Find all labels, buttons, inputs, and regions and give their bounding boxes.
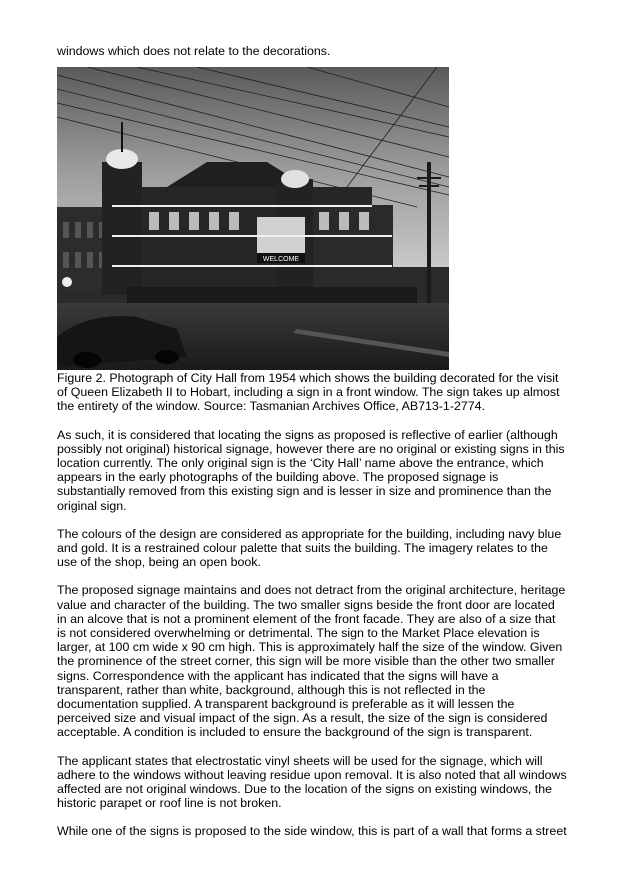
paragraph-5: While one of the signs is proposed to the side window, this is part of a wall that forms a street [57,824,567,839]
photo-city-hall-1954-icon [57,67,449,370]
paragraph-3: The proposed signage maintains and does not detract from the original architecture, heritage value and character of the building. The two smaller signs beside the front door are located in an alcove that is not a prominent element of the front facade. They are also of a size that is not considered overwhelming or detrimental. The sign to the Market Place elevation is larger, at 100 cm wide x 90 cm high. This is approximately half the size of the window. Given the prominence of the street corner, this sign will be more visible than the other two smaller signs. Correspondence with the applicant has indicated that the signs will have a transparent, rather than white, background, although this is not reflected in the documentation supplied. A transparent background is preferable as it will lessen the perceived size and visual impact of the sign. As a result, the size of the sign is considered acceptable. A condition is included to ensure the background of the sign is transparent. [57,583,566,740]
intro-fragment: windows which does not relate to the decorations. [57,44,331,58]
paragraph-1: As such, it is considered that locating the signs as proposed is reflective of earlier (although possibly not original) historical signage, however there are no original or existing signs in this location currently. The only original sign is the ‘City Hall’ name above the entrance, which appears in the early photographs of the building above. The proposed signage is substantially removed from this existing sign and is lesser in size and prominence than the original sign. [57,427,565,513]
figure-caption: Figure 2. Photograph of City Hall from 1954 which shows the building decorated for the visit of Queen Elizabeth II to Hobart, including a sign in a front window. The sign takes up almost the entirety of the window. Source: Tasmanian Archives Office, AB713-1-2774. [57,371,560,414]
city-hall-photograph [57,67,449,370]
paragraph-2: The colours of the design are considered as appropriate for the building, including navy blue and gold. It is a restrained colour palette that suits the building. The imagery relates to the use of the shop, being an open book. [57,526,562,570]
welcome-sign-text: WELCOME [262,256,300,263]
paragraph-4: The applicant states that electrostatic vinyl sheets will be used for the signage, which will adhere to the windows without leaving residue upon removal. It is also noted that all windows affected are not original windows. Due to the location of the signs on existing windows, the historic parapet or roof line is not broken. [57,753,567,811]
document-page [57,44,567,839]
